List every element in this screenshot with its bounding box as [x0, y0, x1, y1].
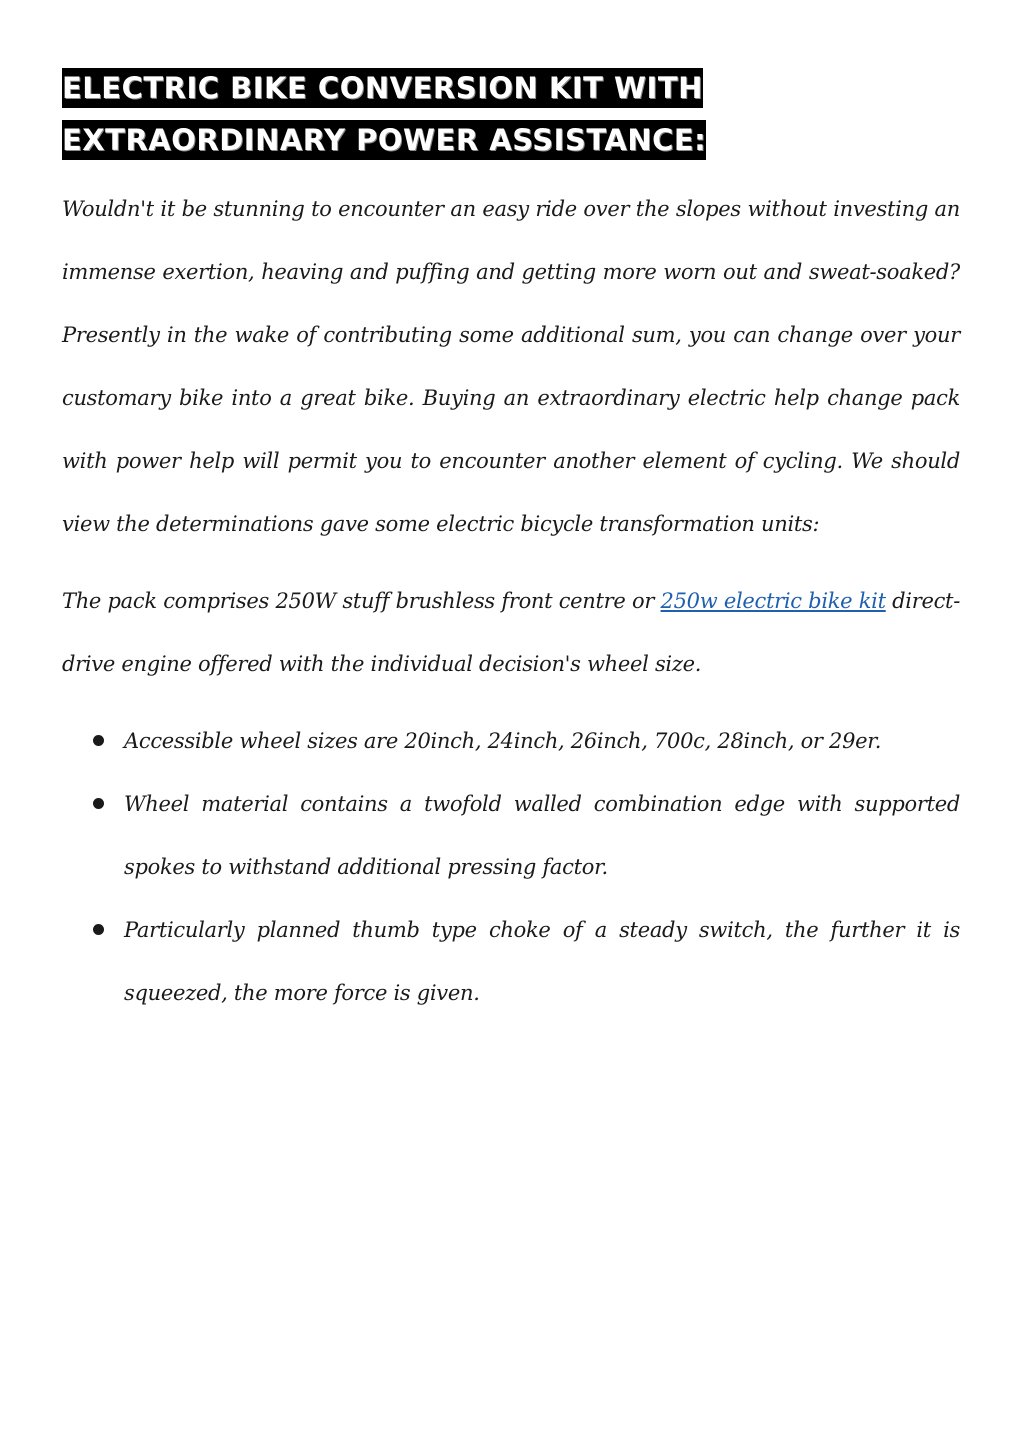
- list-item: [62, 773, 960, 899]
- list-item-text: Particularly planned thumb type choke of a steady switch, the further it is squeezed, the more force is given.: [124, 918, 960, 1005]
- document-page: [62, 62, 960, 1025]
- kit-paragraph-text-before: The pack comprises 250W stuff brushless front centre or: [62, 589, 661, 613]
- kit-paragraph: [62, 570, 960, 696]
- page-title: [62, 62, 960, 166]
- title-line-1: ELECTRIC BIKE CONVERSION KIT WITH: [62, 68, 703, 108]
- bullet-icon: [93, 735, 104, 746]
- kit-paragraph-text-after: direct-drive engine offered with the individual decision's wheel size.: [62, 589, 960, 676]
- list-item-text: Wheel material contains a twofold walled combination edge with supported spokes to withstand additional pressing factor.: [124, 792, 960, 879]
- electric-bike-kit-link[interactable]: 250w electric bike kit: [660, 589, 886, 613]
- list-item-text: Accessible wheel sizes are 20inch, 24inch, 26inch, 700c, 28inch, or 29er.: [124, 729, 882, 753]
- feature-list: [62, 710, 960, 1025]
- bullet-icon: [93, 924, 104, 935]
- list-item: [62, 710, 960, 773]
- list-item: [62, 899, 960, 1025]
- bullet-icon: [93, 798, 104, 809]
- title-line-2: EXTRAORDINARY POWER ASSISTANCE:: [62, 120, 706, 160]
- intro-paragraph: Wouldn't it be stunning to encounter an easy ride over the slopes without investing an immense exertion, heaving and puffing and getting more worn out and sweat-soaked? Presently in the wake of contributing some additional sum, you can change over your customary bike into a great bike. Buying an extraordinary electric help change pack with power help will permit you to encounter another element of cycling. We should view the determinations gave some electric bicycle transformation units:: [62, 197, 960, 536]
